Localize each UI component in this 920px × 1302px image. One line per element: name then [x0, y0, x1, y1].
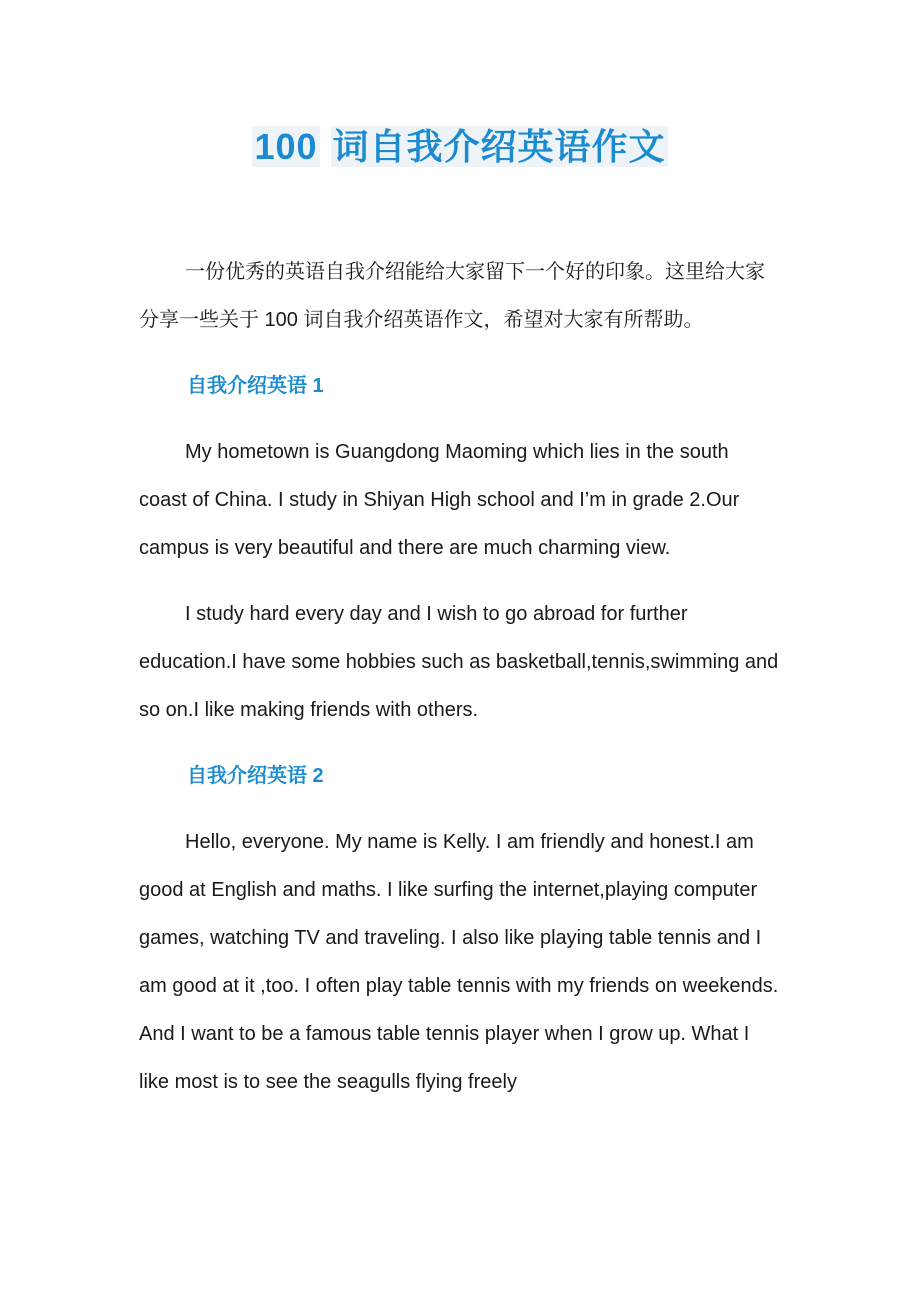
section-2-paragraph-1: Hello, everyone. My name is Kelly. I am friendly and honest.I am good at English and maths. I like surfing the internet,playing computer games, watching TV and traveling. I also like playing table tennis and I am good at it ,too. I often play table tennis with my friends on weekends. And I want to be a famous table tennis player when I grow up. What I like most is to see the seagulls flying freely: [139, 831, 779, 1093]
intro-paragraph: 一份优秀的英语自我介绍能给大家留下一个好的印象。这里给大家分享一些关于 100 词自我介绍英语作文，希望对大家有所帮助。: [139, 261, 765, 331]
section-heading-2: 自我介绍英语 2: [187, 765, 324, 787]
section-1-paragraph-2: I study hard every day and I wish to go abroad for further education.I have some hobbies such as basketball,tennis,swimming and so on.I like making friends with others.: [139, 603, 779, 721]
section-heading-1: 自我介绍英语 1: [187, 375, 324, 397]
title-text: 词自我介绍英语作文: [332, 126, 666, 167]
title-wrap: [0, 122, 920, 172]
title-number: 100: [254, 126, 318, 167]
article-body: [139, 248, 779, 1124]
page-title: [252, 122, 667, 172]
section-1-paragraph-1: My hometown is Guangdong Maoming which lies in the south coast of China. I study in Shiyan High school and I’m in grade 2.Our campus is very beautiful and there are much charming view.: [139, 441, 740, 559]
